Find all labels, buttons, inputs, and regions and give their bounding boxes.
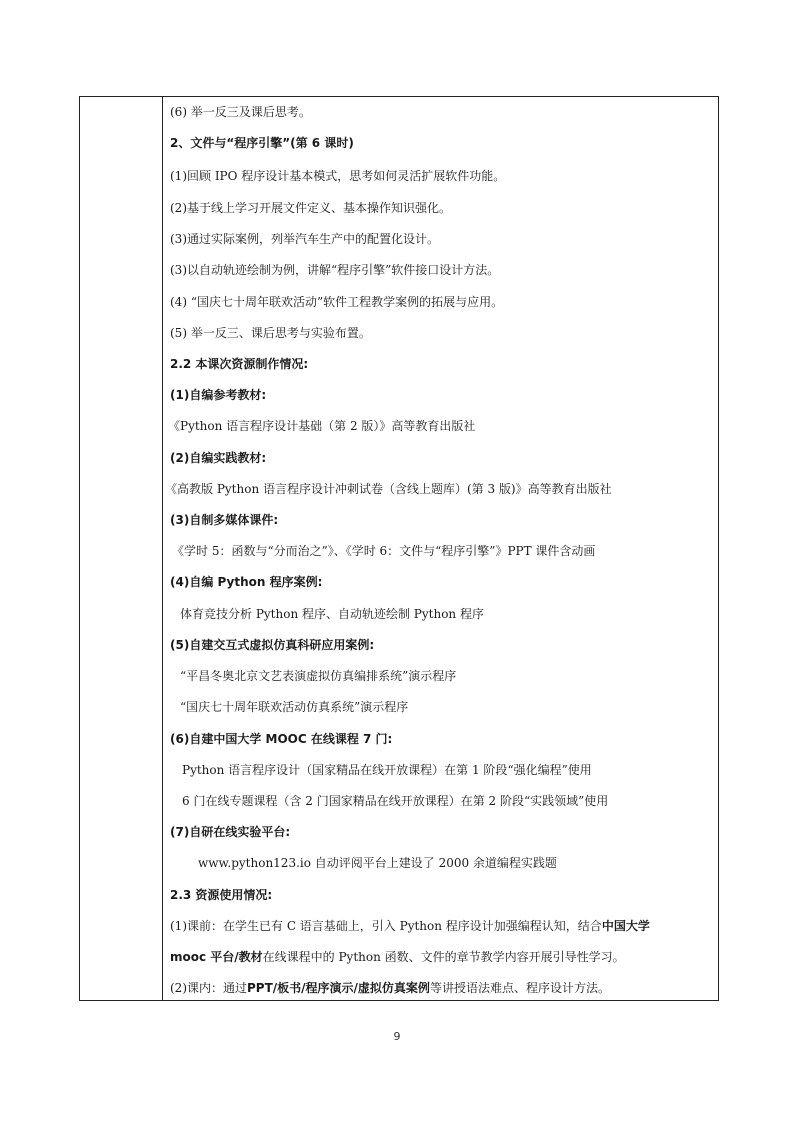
- paragraph-line: [170, 980, 712, 996]
- sub-heading: (7)自研在线实验平台:: [170, 825, 291, 839]
- sub-heading: (2)自编实践教材:: [170, 451, 267, 465]
- section-heading: 2.3 资源使用情况:: [170, 888, 273, 902]
- text-line: 体育竞技分析 Python 程序、自动轨迹绘制 Python 程序: [180, 607, 484, 621]
- text-line: 《Python 语言程序设计基础（第 2 版）》高等教育出版社: [168, 419, 476, 433]
- paragraph-text: (1)课前：在学生已有 C 语言基础上，引入 Python 程序设计加强编程认知，结合: [170, 919, 602, 933]
- text-line: “国庆七十周年联欢活动仿真系统”演示程序: [180, 700, 409, 714]
- paragraph-text: (2)课内：通过: [170, 981, 247, 995]
- text-line: (1)回顾 IPO 程序设计基本模式，思考如何灵活扩展软件功能。: [170, 169, 506, 183]
- content-table: [79, 96, 719, 1001]
- text-line: 《高教版 Python 语言程序设计冲刺试卷（含线上题库）(第 3 版)》高等教育出版社: [165, 482, 612, 496]
- text-line: Python 语言程序设计（国家精品在线开放课程）在第 1 阶段“强化编程”使用: [182, 763, 592, 777]
- sub-heading: (6)自建中国大学 MOOC 在线课程 7 门:: [170, 732, 393, 746]
- text-line: (3)通过实际案例，列举汽车生产中的配置化设计。: [170, 232, 439, 246]
- section-heading: 2、文件与“程序引擎”(第 6 课时): [170, 136, 354, 150]
- bold-phrase: mooc 平台/教材: [170, 950, 263, 964]
- text-line: 《学时 5：函数与“分而治之”》、《学时 6：文件与“程序引擎”》PPT 课件含动画: [172, 544, 596, 558]
- text-line: (4) “国庆七十周年联欢活动”软件工程教学案例的拓展与应用。: [170, 295, 504, 309]
- paragraph-line: [170, 949, 712, 965]
- text-line: (6) 举一反三及课后思考。: [170, 105, 311, 119]
- text-line: (2)基于线上学习开展文件定义、基本操作知识强化。: [170, 201, 452, 215]
- content-cell: [162, 97, 718, 1000]
- paragraph-line: [170, 918, 712, 934]
- text-line: (3)以自动轨迹绘制为例，讲解“程序引擎”软件接口设计方法。: [170, 263, 500, 277]
- sub-heading: (1)自编参考教材:: [170, 388, 267, 402]
- page-number: 9: [393, 1030, 401, 1043]
- text-line: (5) 举一反三、课后思考与实验布置。: [170, 326, 371, 340]
- text-line: “平昌冬奥北京文艺表演虚拟仿真编排系统”演示程序: [180, 669, 457, 683]
- paragraph-text: 在线课程中的 Python 函数、文件的章节教学内容开展引导性学习。: [262, 950, 625, 964]
- bold-phrase: 中国大学: [601, 919, 650, 933]
- sub-heading: (5)自建交互式虚拟仿真科研应用案例:: [170, 638, 375, 652]
- bold-phrase: PPT/板书/程序演示/虚拟仿真案例: [247, 981, 430, 995]
- sub-heading: (3)自制多媒体课件:: [170, 513, 279, 527]
- text-line: www.python123.io 自动评阅平台上建设了 2000 余道编程实践题: [198, 856, 557, 870]
- left-column-cell: [80, 97, 163, 1000]
- sub-heading: (4)自编 Python 程序案例:: [170, 575, 323, 589]
- text-line: 6 门在线专题课程（含 2 门国家精品在线开放课程）在第 2 阶段“实践领域”使用: [182, 794, 609, 808]
- paragraph-text: 等讲授语法难点、程序设计方法。: [429, 981, 610, 995]
- section-heading: 2.2 本课次资源制作情况:: [170, 357, 309, 371]
